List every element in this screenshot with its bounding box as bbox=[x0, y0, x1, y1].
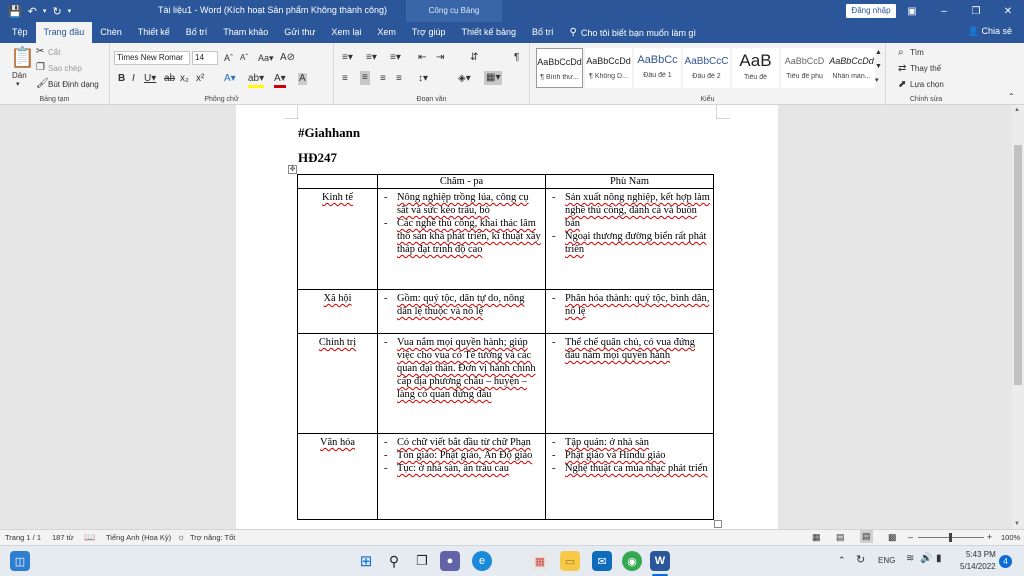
line-spacing-icon[interactable]: ↕▾ bbox=[418, 73, 429, 84]
lightbulb-icon: ⚲ bbox=[569, 27, 577, 38]
share-label: Chia sẻ bbox=[981, 26, 1012, 36]
chrome-icon[interactable]: ◉ bbox=[622, 551, 642, 571]
table-cell[interactable] bbox=[378, 290, 546, 334]
cut-button[interactable]: Cắt bbox=[48, 48, 61, 57]
list-item-text: Các nghề thủ công, khai thác lâm thổ sản khá phát triển, kĩ thuật xây tháp đạt trình độ cao bbox=[397, 218, 541, 255]
paste-button[interactable]: Dán bbox=[12, 71, 27, 80]
clear-formatting-icon[interactable]: A⊘ bbox=[280, 52, 296, 63]
list-item-text: Ngoại thương đường biển rất phát triển bbox=[565, 231, 707, 255]
tab-view[interactable]: Xem bbox=[377, 27, 396, 37]
subscript-icon[interactable]: x₂ bbox=[180, 73, 189, 84]
table-header-row bbox=[298, 175, 714, 189]
tray-overflow-icon[interactable]: ⌃ bbox=[838, 555, 846, 565]
share-button[interactable] bbox=[968, 26, 1012, 37]
table-move-handle-icon[interactable]: ✥ bbox=[289, 166, 296, 173]
font-name-combo[interactable]: Times New Romar bbox=[114, 51, 190, 65]
clock-time[interactable]: 5:43 PM bbox=[966, 550, 996, 559]
row-label-cell[interactable] bbox=[298, 334, 378, 434]
style-preview: AaBbCcDd bbox=[829, 56, 874, 66]
minimize-icon[interactable]: – bbox=[941, 5, 947, 17]
mail-icon[interactable]: ✉ bbox=[592, 551, 612, 571]
restore-icon[interactable]: ❐ bbox=[971, 5, 981, 17]
close-icon[interactable]: ✕ bbox=[1003, 5, 1013, 17]
scroll-up-icon[interactable]: ▲ bbox=[1014, 107, 1020, 113]
align-right-icon[interactable]: ≡ bbox=[380, 73, 386, 84]
tab-insert[interactable]: Chèn bbox=[100, 27, 122, 37]
font-size-combo[interactable]: 14 bbox=[192, 51, 218, 65]
quick-access-toolbar bbox=[0, 5, 150, 18]
grow-font-icon[interactable]: Aˆ bbox=[224, 53, 233, 63]
table-cell[interactable] bbox=[378, 189, 546, 290]
redo-icon[interactable]: ↻ bbox=[52, 5, 62, 18]
tab-home[interactable]: Trang đầu bbox=[36, 22, 93, 43]
style-name: Tiêu đề phụ bbox=[786, 73, 823, 80]
find-button[interactable]: Tìm bbox=[910, 48, 924, 57]
styles-scroll-up-icon[interactable]: ▲ bbox=[875, 49, 882, 56]
underline-icon[interactable]: U▾ bbox=[144, 73, 157, 84]
justify-icon[interactable]: ≡ bbox=[396, 73, 402, 84]
format-painter-button[interactable]: Bút Định dạng bbox=[48, 80, 99, 89]
collapse-ribbon-icon[interactable]: ⌃ bbox=[1008, 92, 1015, 101]
strikethrough-icon[interactable]: ab bbox=[164, 73, 176, 84]
person-icon: 👤 bbox=[967, 26, 979, 36]
numbering-icon[interactable]: ≡▾ bbox=[366, 52, 377, 63]
input-language[interactable]: ENG bbox=[878, 556, 896, 565]
table-row bbox=[298, 290, 714, 334]
paragraph-group bbox=[334, 43, 530, 105]
table-cell[interactable] bbox=[378, 334, 546, 434]
list-item: - Tục: ở nhà sàn, ăn trầu cau bbox=[381, 462, 542, 475]
web-layout-icon[interactable]: ▩ bbox=[888, 532, 897, 542]
list-item: - Gồm: quý tộc, dân tự do, nông dân lệ thuộc và nô lệ bbox=[381, 292, 542, 318]
list-item-text: Nghệ thuật ca múa nhạc phát triển bbox=[565, 463, 708, 474]
tab-design[interactable]: Thiết kế bbox=[137, 27, 170, 37]
save-icon[interactable]: 💾 bbox=[8, 5, 22, 18]
copy-icon[interactable]: ❐ bbox=[36, 62, 45, 73]
word-count[interactable]: 187 từ bbox=[52, 533, 74, 542]
heading-giahhann: #Giahhann bbox=[298, 125, 361, 140]
list-item-text: Tục: ở nhà sàn, ăn trầu cau bbox=[397, 463, 509, 474]
show-marks-icon[interactable]: ¶ bbox=[514, 52, 520, 63]
style-subtitle[interactable] bbox=[781, 48, 828, 88]
header-cell-champa[interactable]: Chăm - pa bbox=[378, 175, 546, 189]
style-preview: AaB bbox=[739, 51, 772, 70]
undo-icon[interactable]: ↶ bbox=[27, 5, 37, 18]
styles-group bbox=[530, 43, 886, 105]
style-preview: AaBbCcD bbox=[784, 56, 825, 66]
shading-icon[interactable]: ◈▾ bbox=[458, 73, 471, 84]
font-color-icon[interactable]: A▾ bbox=[274, 73, 286, 88]
styles-more-icon[interactable]: ▾ bbox=[875, 77, 879, 84]
ribbon bbox=[0, 43, 1024, 105]
crop-mark-top-right bbox=[716, 105, 730, 119]
tab-review[interactable]: Xem lại bbox=[331, 27, 362, 37]
edge-icon[interactable]: e bbox=[472, 551, 492, 571]
zoom-level[interactable]: 100% bbox=[1001, 533, 1021, 542]
header-cell-phunam[interactable]: Phù Nam bbox=[546, 175, 714, 189]
style-heading-1[interactable] bbox=[634, 48, 681, 88]
paste-icon[interactable]: 📋 bbox=[10, 47, 35, 69]
document-title: Tài liệu1 - Word (Kích hoạt Sản phẩm Không thành công) bbox=[158, 5, 387, 15]
task-view-icon[interactable]: ❐ bbox=[416, 553, 428, 568]
list-item-text: Có chữ viết bắt đầu từ chữ Phạn bbox=[397, 437, 531, 448]
focus-mode-icon[interactable]: ▦ bbox=[812, 532, 821, 542]
widgets-icon[interactable]: ◫ bbox=[10, 551, 30, 571]
change-case-icon[interactable]: Aa▾ bbox=[258, 53, 274, 63]
style-name: Đầu đề 2 bbox=[692, 73, 721, 80]
scrollbar-thumb[interactable] bbox=[1014, 145, 1022, 385]
zoom-slider-thumb[interactable] bbox=[949, 533, 952, 542]
file-explorer-icon[interactable]: ▭ bbox=[560, 551, 580, 571]
find-icon[interactable]: ⌕ bbox=[898, 47, 904, 58]
font-group bbox=[110, 43, 334, 105]
context-tools-label: Công cụ Bảng bbox=[406, 0, 502, 22]
list-item: - Vua nắm mọi quyền hành; giúp việc cho vua có Tể tướng và các quan đại thần. Đơn vị hành chính cấp địa phương châu – huyện – làng có quan đứng đầu bbox=[381, 336, 542, 401]
style-name: ¶ Không D... bbox=[589, 73, 628, 80]
style-name: Đầu đề 1 bbox=[643, 72, 672, 79]
list-item-text: Tôn giáo: Phật giáo, Ấn Độ giáo bbox=[397, 450, 533, 461]
paste-dropdown-icon[interactable]: ▾ bbox=[16, 81, 20, 88]
style-preview: AaBbCcC bbox=[684, 56, 729, 67]
zoom-in-icon[interactable]: + bbox=[987, 532, 993, 542]
list-item: - Thể chế quân chủ, có vua đứng đầu nắm mọi quyền hành bbox=[549, 336, 710, 362]
window-controls bbox=[896, 0, 1024, 22]
list-item: - Có chữ viết bắt đầu từ chữ Phạn bbox=[381, 436, 542, 449]
tab-references[interactable]: Tham khảo bbox=[223, 27, 269, 37]
decrease-indent-icon[interactable]: ⇤ bbox=[418, 52, 427, 63]
style-name: Tiêu đề bbox=[743, 74, 768, 81]
store-icon[interactable]: ▦ bbox=[530, 551, 550, 571]
tab-mailings[interactable]: Gửi thư bbox=[284, 27, 316, 37]
cut-icon[interactable]: ✂ bbox=[36, 46, 45, 57]
highlight-icon[interactable]: ab▾ bbox=[248, 73, 264, 88]
copy-button[interactable]: Sao chép bbox=[48, 64, 82, 73]
row-label: Chính trị bbox=[318, 337, 357, 348]
style-name: Nhấn man... bbox=[832, 73, 871, 80]
read-mode-icon[interactable]: ▤ bbox=[836, 532, 845, 542]
style-preview: AaBbCcDd bbox=[586, 56, 631, 66]
zoom-out-icon[interactable]: – bbox=[908, 532, 914, 542]
style-emphasis[interactable] bbox=[828, 48, 875, 88]
word-app-icon[interactable]: W bbox=[650, 551, 670, 571]
style-preview: AaBbCcDd bbox=[537, 57, 582, 67]
scroll-down-icon[interactable]: ▼ bbox=[1014, 521, 1020, 527]
table-cell[interactable] bbox=[546, 334, 714, 434]
style-heading-2[interactable] bbox=[683, 48, 730, 88]
list-item: - Tập quán: ở nhà sàn bbox=[549, 436, 710, 449]
replace-icon[interactable]: ⇄ bbox=[898, 63, 907, 74]
format-painter-icon[interactable]: 🖌 bbox=[36, 78, 49, 89]
row-label-cell[interactable] bbox=[298, 189, 378, 290]
increase-indent-icon[interactable]: ⇥ bbox=[436, 52, 445, 63]
editing-label: Chỉnh sửa bbox=[909, 96, 943, 103]
list-item-text: Phân hóa thành: quý tộc, bình dân, nô lệ bbox=[565, 293, 710, 317]
battery-icon[interactable]: ▮ bbox=[936, 553, 942, 564]
align-left-icon[interactable]: ≡ bbox=[342, 73, 348, 84]
select-icon[interactable]: ⬈ bbox=[898, 79, 907, 90]
document-area bbox=[0, 105, 1012, 529]
tell-me-text: Cho tôi biết bạn muốn làm gì bbox=[580, 27, 696, 38]
list-item-text: Sản xuất nông nghiệp, kết hợp làm nghề thủ công, đánh cá và buôn bán bbox=[565, 192, 710, 229]
list-item-text: Phật giáo và Hindu giáo bbox=[565, 450, 666, 461]
paragraph-label: Đoạn văn bbox=[416, 96, 447, 103]
character-shading-icon[interactable]: A bbox=[299, 73, 306, 84]
list-item: - Các nghề thủ công, khai thác lâm thổ sản khá phát triển, kĩ thuật xây tháp đạt trình độ cao bbox=[384, 218, 541, 255]
tab-help[interactable]: Trợ giúp bbox=[411, 27, 446, 37]
superscript-icon[interactable]: x² bbox=[196, 73, 205, 84]
sync-icon[interactable]: ↻ bbox=[856, 554, 866, 566]
row-label: Kinh tế bbox=[322, 192, 353, 203]
styles-scroll-down-icon[interactable]: ▼ bbox=[875, 63, 882, 70]
table-row bbox=[298, 189, 714, 290]
title-bar bbox=[0, 0, 1024, 22]
table-cell[interactable] bbox=[546, 189, 714, 290]
bold-icon[interactable]: B bbox=[118, 73, 126, 84]
style-name: ¶ Bình thư... bbox=[540, 74, 579, 81]
zoom-slider[interactable] bbox=[918, 537, 984, 538]
editing-group bbox=[886, 43, 966, 105]
table-row bbox=[298, 434, 714, 520]
select-button[interactable]: Lựa chọn bbox=[910, 80, 944, 89]
list-item-text: Thể chế quân chủ, có vua đứng đầu nắm mọi quyền hành bbox=[565, 337, 695, 361]
start-icon[interactable]: ⊞ bbox=[359, 553, 373, 570]
font-label: Phông chữ bbox=[204, 96, 239, 103]
italic-icon[interactable]: I bbox=[132, 73, 135, 84]
list-item: - Sản xuất nông nghiệp, kết hợp làm nghề thủ công, đánh cá và buôn bán bbox=[552, 192, 710, 229]
language-indicator[interactable]: Tiếng Anh (Hoa Kỳ) bbox=[106, 533, 172, 542]
clipboard-label: Bảng tạm bbox=[39, 96, 70, 103]
clipboard-group bbox=[0, 43, 110, 105]
status-bar bbox=[0, 529, 1024, 545]
list-item: - Ngoại thương đường biển rất phát triển bbox=[549, 230, 710, 256]
align-center-icon[interactable]: ≡ bbox=[362, 72, 368, 83]
accessibility-status[interactable]: Trợ năng: Tốt bbox=[190, 533, 236, 542]
list-item-text: Nông nghiệp trồng lúa, công cụ sắt và sức kéo trâu, bò bbox=[397, 192, 529, 216]
login-button[interactable]: Đăng nhập bbox=[846, 4, 896, 18]
customize-qat-icon[interactable]: ▾ bbox=[67, 8, 72, 15]
table-cell[interactable] bbox=[378, 434, 546, 520]
comparison-table bbox=[297, 174, 714, 520]
table-cell[interactable] bbox=[546, 434, 714, 520]
bullets-icon[interactable]: ≡▾ bbox=[342, 52, 353, 63]
document-page[interactable] bbox=[236, 105, 778, 529]
ribbon-tabs bbox=[0, 22, 1024, 43]
replace-button[interactable]: Thay thế bbox=[910, 64, 942, 73]
row-label: Văn hóa bbox=[320, 437, 355, 448]
row-label-cell[interactable] bbox=[298, 434, 378, 520]
tab-table-layout[interactable]: Bố trí bbox=[532, 27, 554, 37]
heading-hd247: HĐ247 bbox=[298, 150, 337, 165]
taskbar-search-icon[interactable]: ⚲ bbox=[388, 552, 400, 569]
proofing-icon[interactable]: 📖 bbox=[84, 532, 96, 542]
borders-icon[interactable]: ▦▾ bbox=[486, 72, 501, 83]
list-item: - Nghệ thuật ca múa nhạc phát triển bbox=[549, 462, 710, 475]
notification-badge[interactable]: 4 bbox=[999, 555, 1012, 568]
list-item-text: Vua nắm mọi quyền hành; giúp việc cho vua có Tể tướng và các quan đại thần. Đơn vị hành chính cấp địa phương châu – huyện – làng có quan đứng đầu bbox=[397, 337, 536, 400]
ribbon-display-icon[interactable]: ▣ bbox=[907, 5, 917, 17]
tab-table-design[interactable]: Thiết kế bảng bbox=[461, 27, 517, 37]
row-label: Xã hội bbox=[323, 293, 352, 304]
shrink-font-icon[interactable]: Aˇ bbox=[240, 53, 248, 62]
sort-icon[interactable]: ⇵ bbox=[470, 52, 479, 63]
list-item-text: Gồm: quý tộc, dân tự do, nông dân lệ thuộc và nô lệ bbox=[397, 293, 525, 317]
accessibility-icon[interactable]: ☼ bbox=[177, 532, 186, 542]
list-item: - Nông nghiệp trồng lúa, công cụ sắt và sức kéo trâu, bò bbox=[381, 191, 542, 217]
list-item: - Phân hóa thành: quý tộc, bình dân, nô lệ bbox=[552, 293, 710, 317]
table-row bbox=[298, 334, 714, 434]
row-label-cell[interactable] bbox=[298, 290, 378, 334]
style-preview: AaBbCc bbox=[637, 54, 678, 66]
style-title[interactable] bbox=[732, 48, 779, 88]
list-item: - Tôn giáo: Phật giáo, Ấn Độ giáo bbox=[381, 449, 542, 462]
table-resize-handle[interactable] bbox=[714, 520, 722, 528]
tell-me-box[interactable] bbox=[562, 27, 696, 38]
style-no-spacing[interactable] bbox=[585, 48, 632, 88]
text-effects-icon[interactable]: A▾ bbox=[224, 73, 236, 84]
multilevel-list-icon[interactable]: ≡▾ bbox=[390, 52, 401, 63]
volume-icon[interactable]: 🔊 bbox=[920, 553, 933, 564]
table-cell[interactable] bbox=[546, 290, 714, 334]
taskbar bbox=[0, 545, 1024, 576]
vertical-scrollbar[interactable] bbox=[1012, 105, 1024, 529]
style-normal[interactable] bbox=[536, 48, 583, 88]
undo-dropdown-icon[interactable]: ▾ bbox=[42, 8, 47, 15]
tab-file[interactable]: Tệp bbox=[12, 27, 28, 37]
tab-layout[interactable]: Bố trí bbox=[185, 27, 208, 37]
wifi-icon[interactable]: ≋ bbox=[906, 553, 915, 564]
clock-date[interactable]: 5/14/2022 bbox=[960, 562, 996, 571]
page-count[interactable]: Trang 1 / 1 bbox=[5, 533, 41, 542]
header-cell-empty[interactable] bbox=[298, 175, 378, 189]
print-layout-icon[interactable]: ▤ bbox=[862, 531, 871, 541]
styles-label: Kiểu bbox=[700, 96, 715, 103]
crop-mark-top-left bbox=[284, 105, 298, 119]
chat-icon[interactable]: ● bbox=[440, 551, 460, 571]
list-item-text: Tập quán: ở nhà sàn bbox=[565, 437, 649, 448]
list-item: - Phật giáo và Hindu giáo bbox=[549, 449, 710, 462]
